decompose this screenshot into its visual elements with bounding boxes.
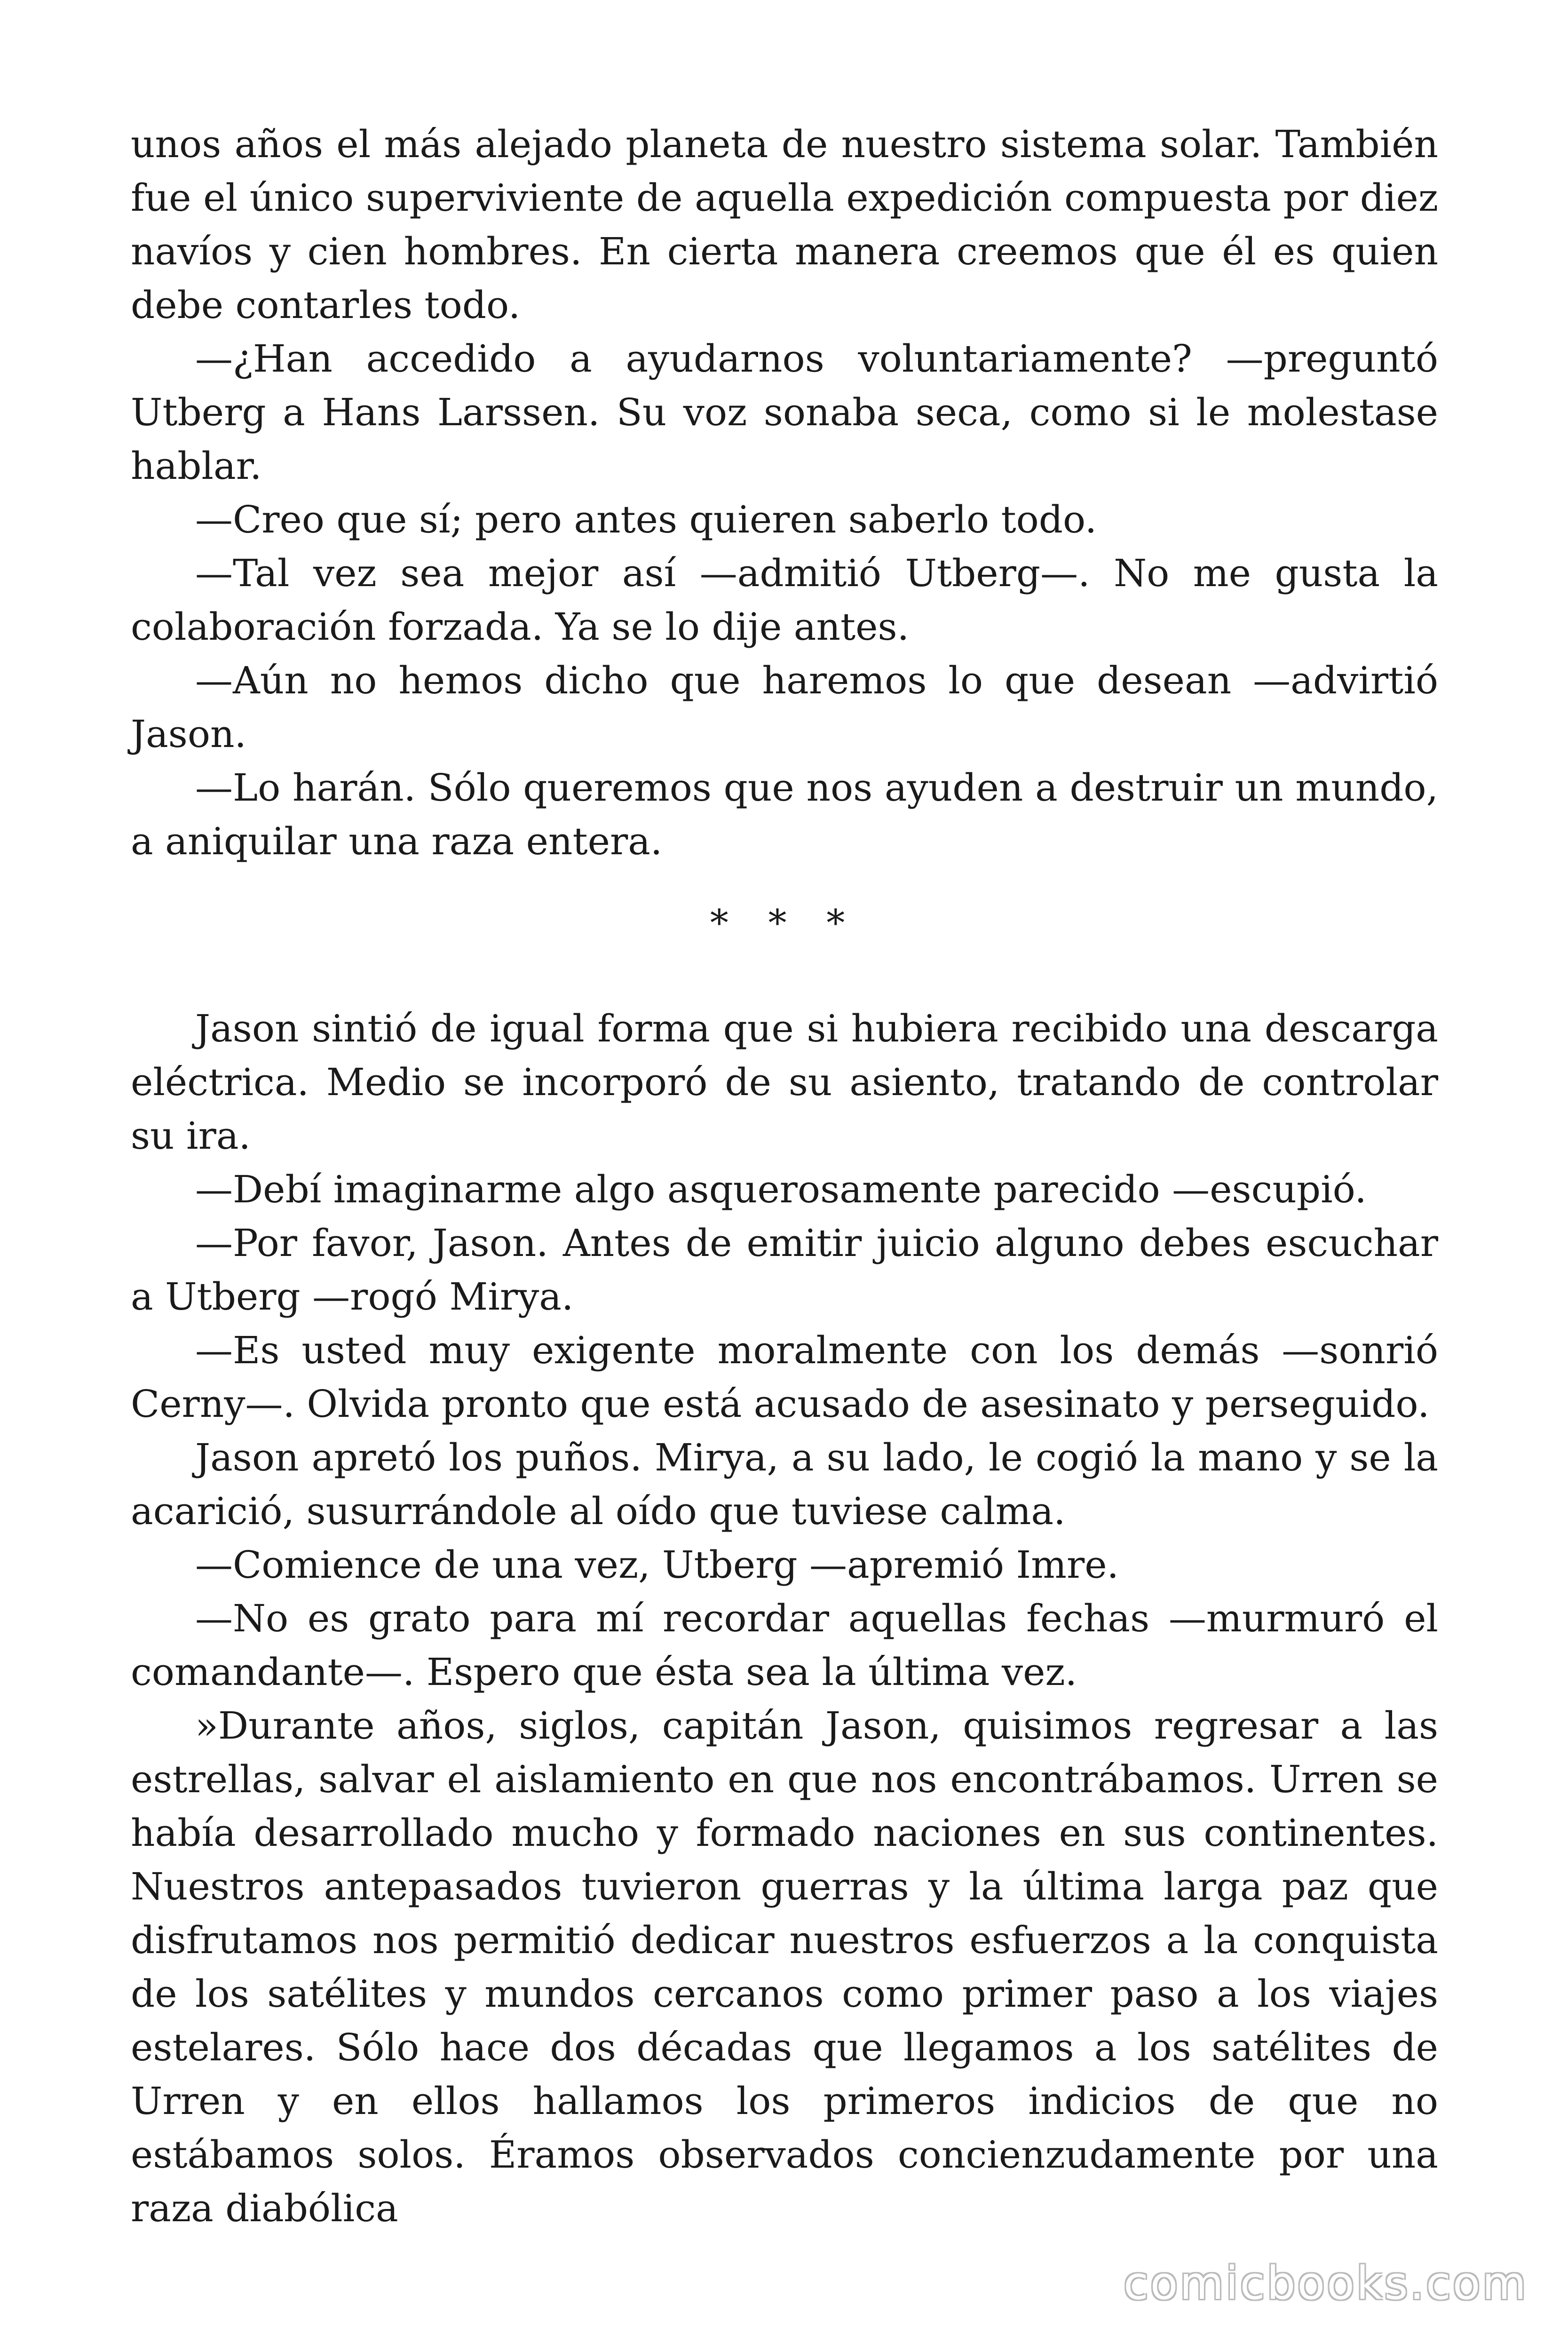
- paragraph: Jason sintió de igual forma que si hubiera recibido una descarga eléctrica. Medio se incorporó de su asiento, tratando de controlar su ira.: [131, 1007, 1438, 1158]
- paragraph: —Lo harán. Sólo queremos que nos ayuden a destruir un mundo, a aniquilar una raza entera.: [131, 766, 1438, 863]
- paragraph: —Es usted muy exigente moralmente con los demás —sonrió Cerny—. Olvida pronto que está acusado de asesinato y perseguido.: [131, 1328, 1438, 1426]
- watermark: comicbooks.com: [1123, 2257, 1528, 2310]
- paragraph: —Tal vez sea mejor así —admitió Utberg—. No me gusta la colaboración forzada. Ya se lo dije antes.: [131, 551, 1438, 649]
- scene-break: * * *: [710, 902, 859, 945]
- book-page: [131, 118, 1438, 2235]
- paragraph: —Comience de una vez, Utberg —apremió Imre.: [195, 1543, 1119, 1587]
- paragraph: —Debí imaginarme algo asquerosamente parecido —escupió.: [195, 1168, 1367, 1211]
- paragraph: »Durante años, siglos, capitán Jason, quisimos regresar a las estrellas, salvar el aislamiento en que nos encontrábamos. Urren se había desarrollado mucho y formado naciones en sus continentes. Nuestros antepasados tuvieron guerras y la última larga paz que disfrutamos nos permitió dedicar nuestros esfuerzos a la conquista de los satélites y mundos cercanos como primer paso a los viajes estelares. Sólo hace dos décadas que llegamos a los satélites de Urren y en ellos hallamos los primeros indicios de que no estábamos solos. Éramos observados concienzudamente por una raza diabólica: [131, 1704, 1438, 2230]
- paragraph: —Creo que sí; pero antes quieren saberlo todo.: [195, 498, 1097, 541]
- paragraph: —No es grato para mí recordar aquellas fechas —murmuró el comandante—. Espero que ésta sea la última vez.: [131, 1597, 1438, 1694]
- paragraph: —Aún no hemos dicho que haremos lo que desean —advirtió Jason.: [131, 659, 1438, 756]
- paragraph: —Por favor, Jason. Antes de emitir juicio alguno debes escuchar a Utberg —rogó Mirya.: [131, 1221, 1438, 1319]
- paragraph: Jason apretó los puños. Mirya, a su lado, le cogió la mano y se la acarició, susurrándole al oído que tuviese calma.: [131, 1436, 1438, 1533]
- paragraph: —¿Han accedido a ayudarnos voluntariamente? —preguntó Utberg a Hans Larssen. Su voz sonaba seca, como si le molestase hablar.: [131, 337, 1438, 488]
- paragraph: unos años el más alejado planeta de nuestro sistema solar. También fue el único superviviente de aquella expedición compuesta por diez navíos y cien hombres. En cierta manera creemos que él es quien debe contarles todo.: [131, 122, 1438, 327]
